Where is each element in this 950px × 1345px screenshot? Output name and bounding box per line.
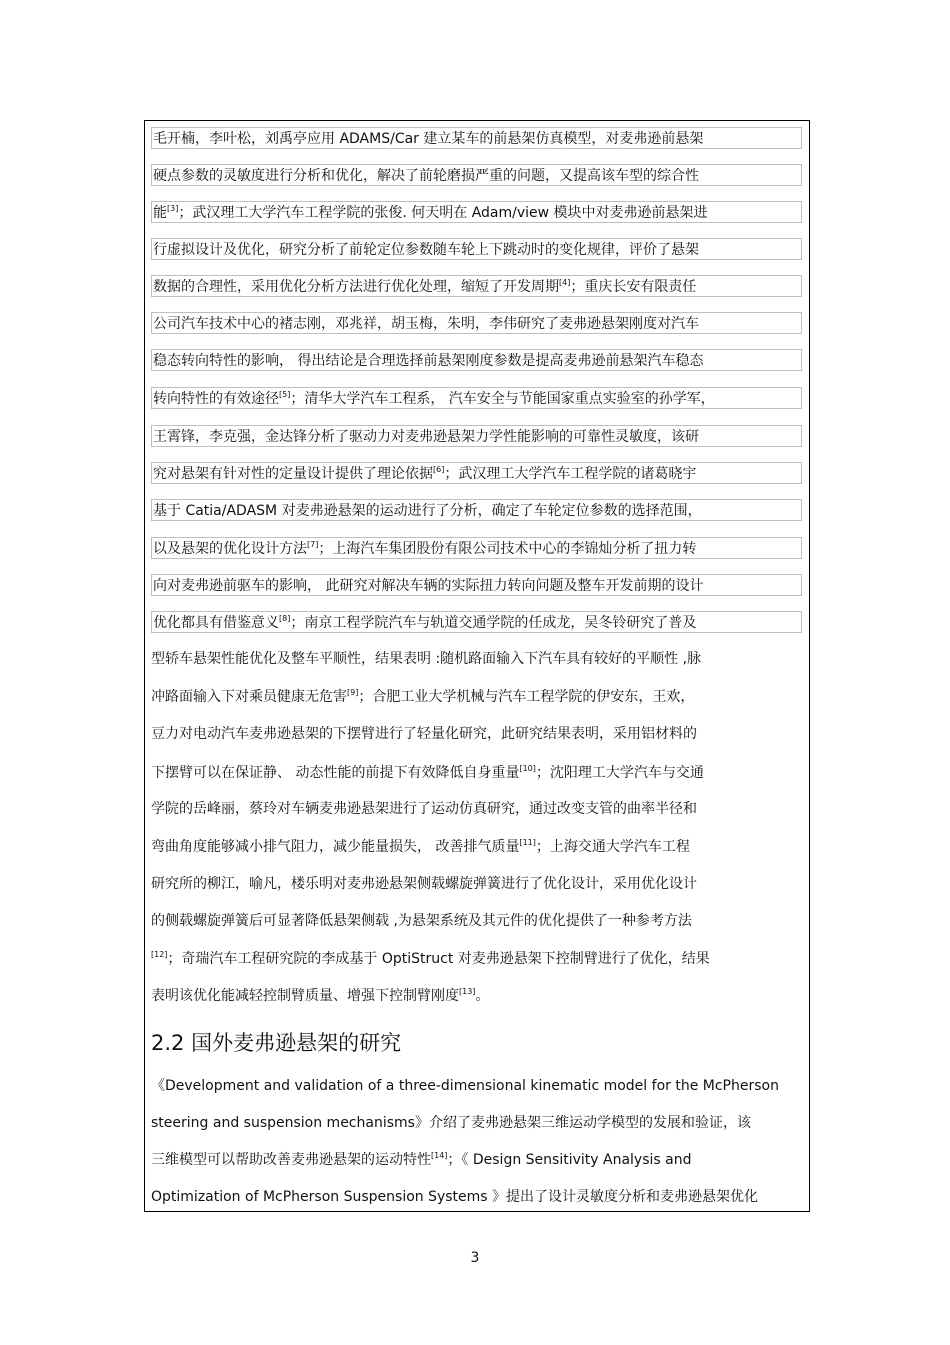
text-line: 《Development and validation of a three-dimensional kinematic model for the McPherson <box>151 1078 779 1094</box>
section-heading: 2.2 国外麦弗逊悬架的研究 <box>151 1031 402 1055</box>
citation-ref: [9] <box>347 688 359 697</box>
citation-ref: [8] <box>279 614 291 623</box>
text-line: 公司汽车技术中心的褚志刚，邓兆祥，胡玉梅，朱明，李伟研究了麦弗逊悬架刚度对汽车 <box>151 312 802 334</box>
citation-ref: [14] <box>431 1151 448 1160</box>
text-line: steering and suspension mechanisms》介绍了麦弗逊悬架三维运动学模型的发展和验证，该 <box>151 1115 751 1131</box>
citation-ref: [7] <box>307 540 319 549</box>
text-line: 向对麦弗逊前驱车的影响， 此研究对解决车辆的实际扭力转向问题及整车开发前期的设计 <box>151 574 802 596</box>
text-line: 的侧载螺旋弹簧后可显著降低悬架侧载 ,为悬架系统及其元件的优化提供了一种参考方法 <box>151 913 692 929</box>
page-number: 3 <box>470 1250 480 1266</box>
text-line: Optimization of McPherson Suspension Systems 》提出了设计灵敏度分析和麦弗逊悬架优化 <box>151 1189 759 1205</box>
text-line: 毛开楠，李叶松，刘禹亭应用 ADAMS/Car 建立某车的前悬架仿真模型，对麦弗逊前悬架 <box>151 127 802 149</box>
text-line: 基于 Catia/ADASM 对麦弗逊悬架的运动进行了分析，确定了车轮定位参数的选择范围， <box>151 499 802 521</box>
text-line: 型轿车悬架性能优化及整车平顺性，结果表明 :随机路面输入下汽车具有较好的平顺性 ,脉 <box>151 651 702 667</box>
text-line: 优化都具有借鉴意义[8]；南京工程学院汽车与轨道交通学院的任成龙，吴冬铃研究了普及 <box>151 611 802 633</box>
text-line: 表明该优化能减轻控制臂质量、增强下控制臂刚度[13]。 <box>151 987 490 1004</box>
citation-ref: [11] <box>519 838 536 847</box>
citation-ref: [5] <box>279 390 291 399</box>
text-line: 王霄锋，李克强，金达锋分析了驱动力对麦弗逊悬架力学性能影响的可靠性灵敏度，该研 <box>151 425 802 447</box>
text-line: 稳态转向特性的影响， 得出结论是合理选择前悬架刚度参数是提高麦弗逊前悬架汽车稳态 <box>151 349 802 371</box>
citation-ref: [13] <box>459 987 476 996</box>
text-line: 豆力对电动汽车麦弗逊悬架的下摆臂进行了轻量化研究，此研究结果表明，采用铝材料的 <box>151 726 697 742</box>
text-line: 硬点参数的灵敏度进行分析和优化，解决了前轮磨损严重的问题，又提高该车型的综合性 <box>151 164 802 186</box>
text-line: 弯曲角度能够减小排气阻力，减少能量损失， 改善排气质量[11]；上海交通大学汽车工程 <box>151 838 690 855</box>
citation-ref: [4] <box>559 278 571 287</box>
citation-ref: [6] <box>433 465 445 474</box>
text-line: 数据的合理性，采用优化分析方法进行优化处理，缩短了开发周期[4]；重庆长安有限责任 <box>151 275 802 297</box>
citation-ref: [10] <box>519 764 536 773</box>
text-line: 究对悬架有针对性的定量设计提供了理论依据[6]；武汉理工大学汽车工程学院的诸葛晓宇 <box>151 462 802 484</box>
text-line: 行虚拟设计及优化，研究分析了前轮定位参数随车轮上下跳动时的变化规律，评价了悬架 <box>151 238 802 260</box>
citation-ref: [3] <box>167 204 179 213</box>
text-line: 以及悬架的优化设计方法[7]；上海汽车集团股份有限公司技术中心的李锦灿分析了扭力转 <box>151 537 802 559</box>
citation-ref: [12] <box>151 950 168 959</box>
text-line: 学院的岳峰丽，蔡玲对车辆麦弗逊悬架进行了运动仿真研究，通过改变支管的曲率半径和 <box>151 801 697 817</box>
text-line: 冲路面输入下对乘员健康无危害[9]；合肥工业大学机械与汽车工程学院的伊安东，王欢， <box>151 688 695 705</box>
text-line: 研究所的柳江，喻凡，楼乐明对麦弗逊悬架侧载螺旋弹簧进行了优化设计，采用优化设计 <box>151 876 697 892</box>
text-line: 下摆臂可以在保证静、 动态性能的前提下有效降低自身重量[10]；沈阳理工大学汽车与交通 <box>151 764 704 781</box>
text-line: 三维模型可以帮助改善麦弗逊悬架的运动特性[14]；《 Design Sensitivity Analysis and <box>151 1151 692 1168</box>
text-line: [12]；奇瑞汽车工程研究院的李成基于 OptiStruct 对麦弗逊悬架下控制臂进行了优化，结果 <box>151 950 710 967</box>
text-line: 转向特性的有效途径[5]；清华大学汽车工程系， 汽车安全与节能国家重点实验室的孙学军， <box>151 387 802 409</box>
text-line: 能[3]；武汉理工大学汽车工程学院的张俊. 何天明在 Adam/view 模块中对麦弗逊前悬架进 <box>151 201 802 223</box>
